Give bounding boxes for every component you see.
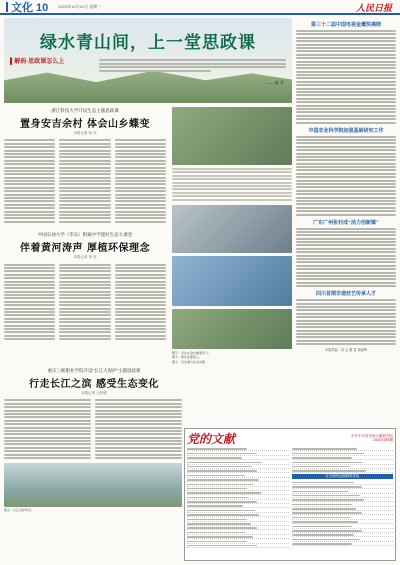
editor-credit: 本版责编：刘 念 董 智 黄晓辉: [324, 348, 368, 353]
article-title: 行走长江之滨 感受生态变化: [29, 379, 159, 391]
article-heading: [4, 108, 166, 130]
photo-students: [172, 256, 292, 306]
news-title: 广东广州张村成“活力创新镇”: [313, 219, 379, 226]
article-body: [4, 138, 166, 224]
caption: 图④：长江沿岸风光。: [4, 508, 35, 513]
article-title: 伴着黄河涛声 厚植环保理念: [20, 243, 150, 255]
photo-classroom: [172, 205, 292, 253]
article-body: [4, 262, 166, 341]
photo-river: [4, 463, 182, 507]
ad-issue: 2024年第5期: [372, 438, 393, 442]
section-label: [0, 0, 48, 15]
issue-date: 2024年10月21日 星期一: [58, 3, 102, 9]
photo-village: [172, 107, 292, 165]
photo-practice: [172, 309, 292, 349]
ad-publisher: 中共中央党史和文献研究院: [351, 433, 393, 438]
news-title: 四川首期非遗技艺传承人才: [315, 291, 376, 298]
article-body: [4, 398, 182, 460]
page-header: [0, 0, 400, 15]
section-name: 文化 10: [11, 1, 49, 14]
news-title: 中国农业科学院加强基础研究工作: [308, 127, 384, 134]
caption: 图①：学生在余村参观学习。: [172, 350, 212, 355]
article-heading: [4, 368, 184, 390]
feature-lead: [99, 58, 286, 76]
feature-banner: [4, 18, 292, 103]
article-sub: 浙江科技大学开设生态主题思政课: [51, 108, 119, 113]
newspaper-logo: 人民日报: [355, 4, 392, 14]
article-heading: [4, 232, 166, 254]
photo-captions: [172, 351, 292, 365]
feature-title: 绿水青山间，上一堂思政课: [40, 33, 256, 53]
advertisement: [184, 428, 396, 561]
article-byline: 本报记者 李 蕊: [73, 255, 97, 260]
caption: 图②：师生在课堂上。: [172, 355, 203, 360]
news-title: 第三十二届中国电视金鹰奖揭晓: [310, 22, 381, 28]
right-column: [296, 18, 396, 352]
article-sub: 中国石油大学（华东）附属中学建好生态大课堂: [37, 232, 133, 238]
article-byline: 本报记者 王欣悦: [81, 391, 107, 396]
ad-headline: 在全国两会期间的讲话: [292, 474, 394, 479]
article-sub: 重庆三峡职业学院开设“长江大保护”主题思政课: [47, 368, 141, 374]
caption: 图③：学生参与生态实践。: [172, 359, 209, 364]
article-byline: 本报记者 何 冰: [73, 131, 97, 135]
feature-kicker: ▌解码·思政课怎么上: [10, 59, 65, 65]
article-title: 置身安吉余村 体会山乡蝶变: [20, 119, 150, 130]
ad-contents: [187, 447, 393, 548]
ad-logo: 党的文献: [187, 431, 236, 446]
feature-author: —— 编 者: [265, 80, 284, 85]
